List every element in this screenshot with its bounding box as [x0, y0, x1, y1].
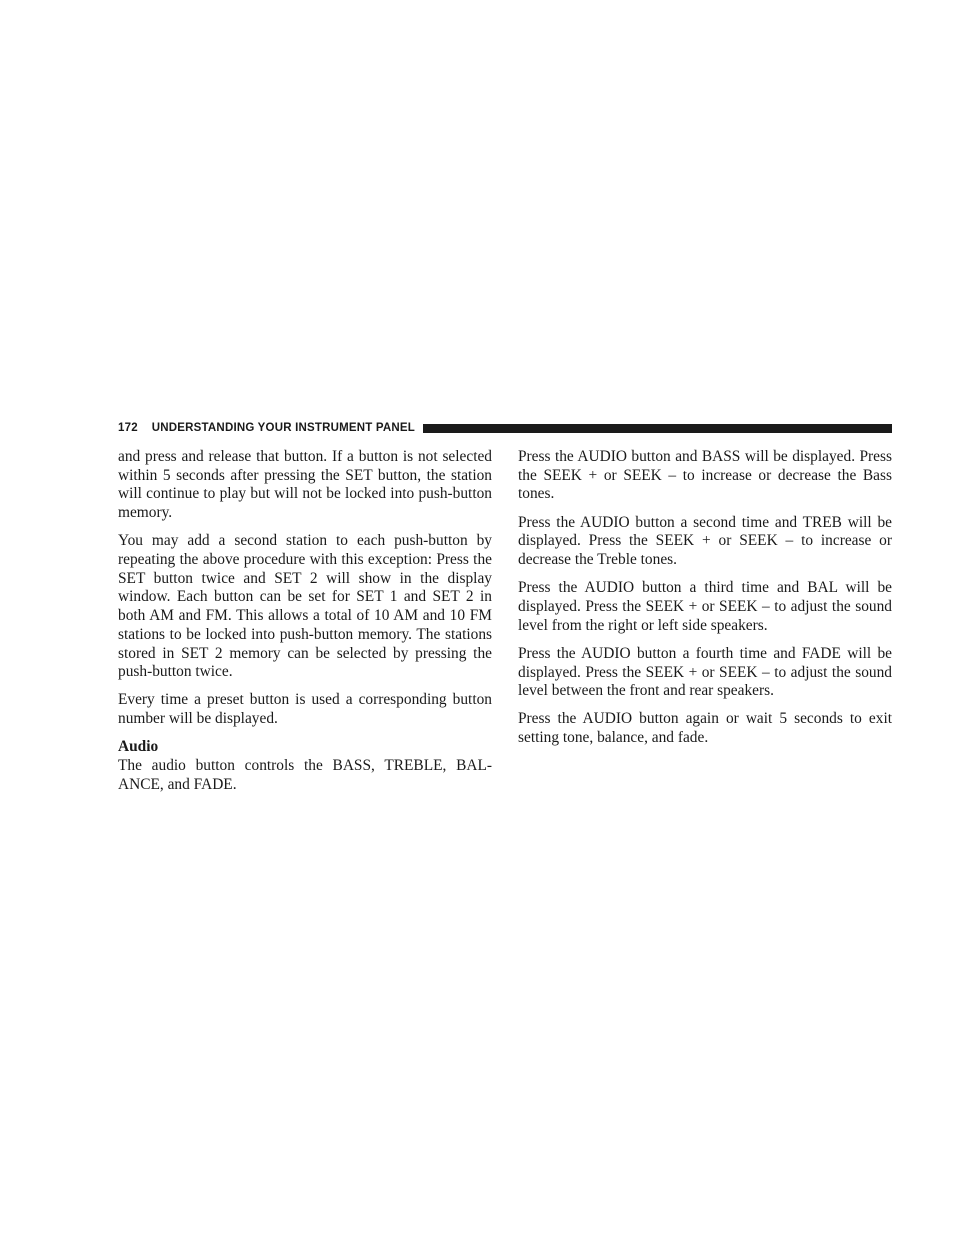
paragraph: Press the AUDIO button and BASS will be displayed. Press the SEEK + or SEEK – to increase or decrease the Bass tones.: [518, 448, 892, 503]
section-title: UNDERSTANDING YOUR INSTRUMENT PANEL: [151, 422, 415, 434]
paragraph: Press the AUDIO button a second time and TREB will be displayed. Press the SEEK + or SEEK – to increase or decrease the Treble tones.: [518, 513, 892, 569]
audio-paragraph: The audio button controls the BASS, TREBLE, BAL- ANCE, and FADE.: [118, 757, 492, 793]
left-column: [118, 448, 492, 804]
page-header: [118, 420, 892, 436]
paragraph: Every time a preset button is used a corresponding button number will be displayed.: [118, 691, 492, 728]
paragraph: Press the AUDIO button a fourth time and FADE will be displayed. Press the SEEK + or SEEK – to adjust the sound level between the front and rear speakers.: [518, 644, 892, 700]
paragraph: and press and release that button. If a button is not selected within 5 seconds after pressing the SET button, the station will continue to play but will not be locked into push-button memory.: [118, 448, 492, 522]
page-number: 172: [118, 422, 138, 434]
header-rule: [423, 424, 892, 433]
audio-heading: Audio: [118, 738, 159, 756]
paragraph: You may add a second station to each push-button by repeating the above procedure with this exception: Press the SET button twice and SET 2 will show in the display window. Each button can be set for SET 1 and SET 2 in both AM and FM. This allows a total of 10 AM and 10 FM stations to be locked into push-button memory. The stations stored in SET 2 memory can be selected by pressing the push-button twice.: [118, 532, 492, 681]
paragraph: Press the AUDIO button a third time and BAL will be displayed. Press the SEEK + or SEEK – to adjust the sound level from the right or left side speakers.: [518, 579, 892, 634]
paragraph: Press the AUDIO button again or wait 5 seconds to exit setting tone, balance, and fade.: [518, 710, 892, 747]
right-column: [518, 448, 892, 757]
